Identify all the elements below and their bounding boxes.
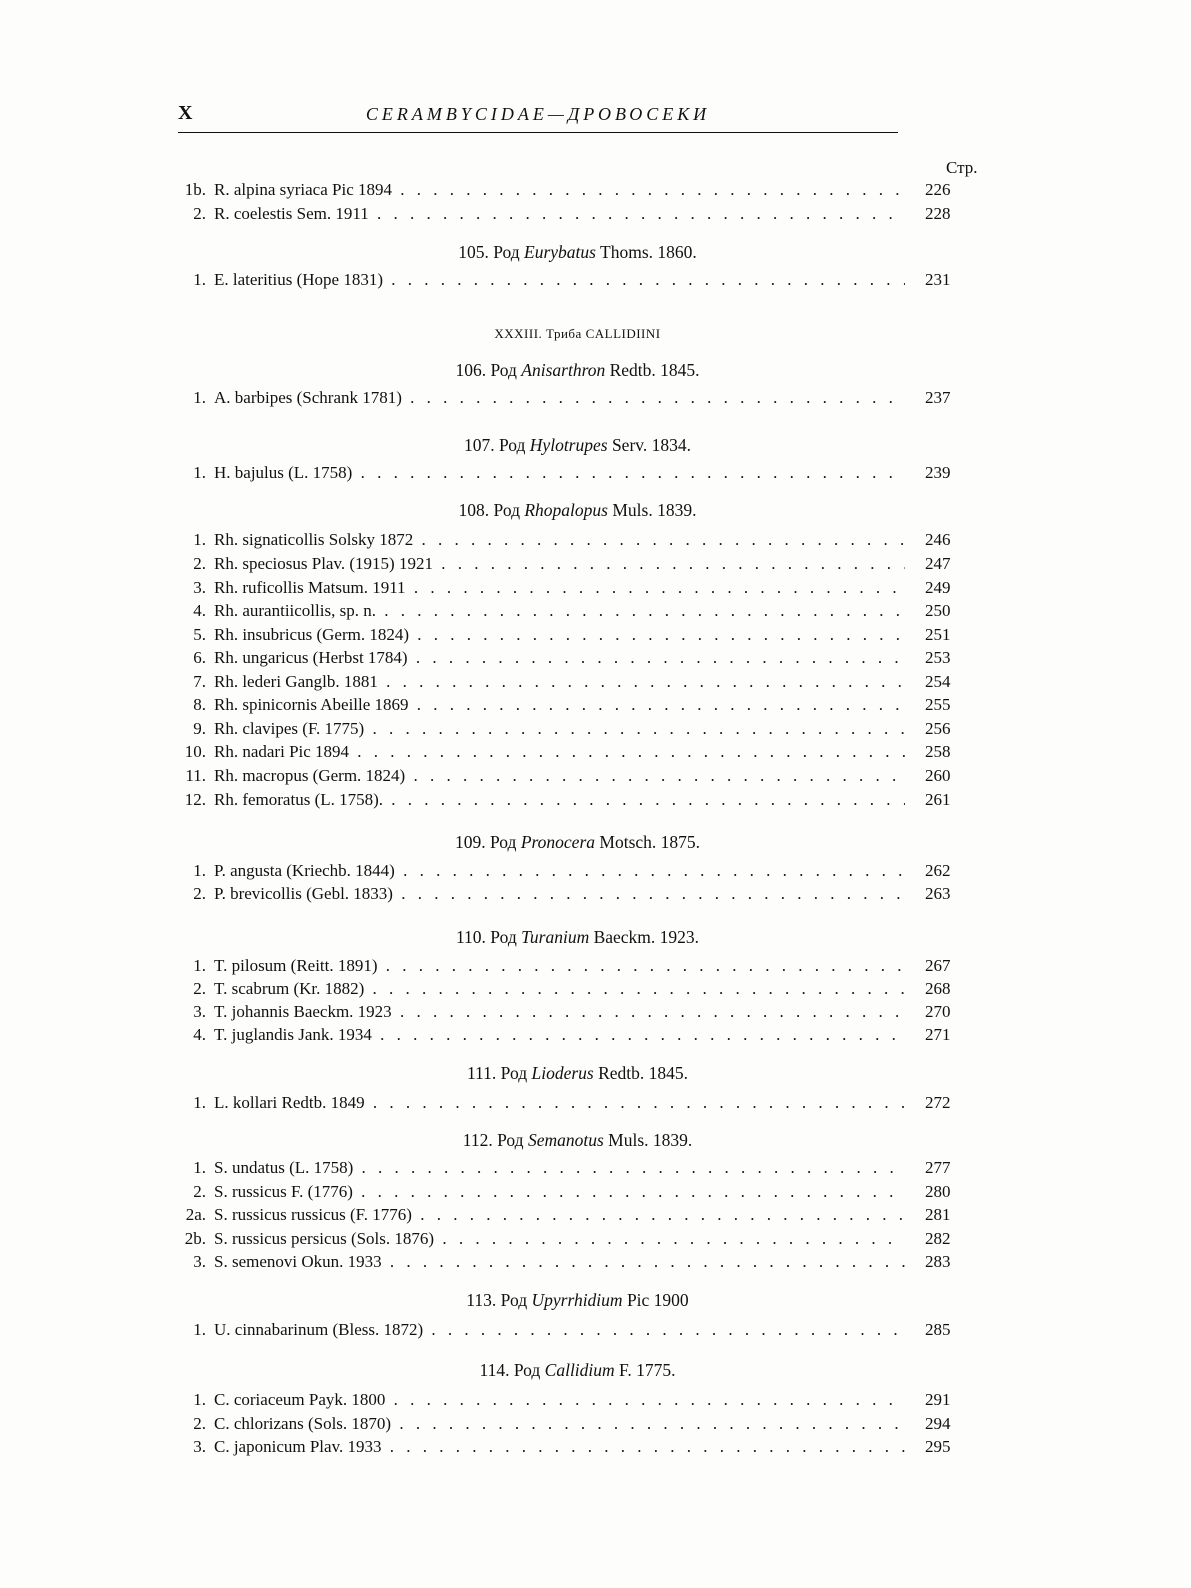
genus-heading: 107. Род Hylotrupes Serv. 1834.	[463, 435, 692, 455]
toc-entry: 8. Rh. spinicornis Abeille 1869 . . . 255	[170, 695, 985, 719]
genus-heading: 106. Род Anisarthron Redtb. 1845.	[455, 360, 700, 380]
genus-heading: 110. Род Turanium Baeckm. 1923.	[455, 927, 700, 947]
toc-entry: 3. T. johannis Baeckm. 1923 . . . 270	[170, 1002, 985, 1026]
toc-entry: 3. Rh. ruficollis Matsum. 1911 . . . 249	[170, 578, 985, 602]
page-number: X	[178, 102, 194, 124]
toc-entry: 5. Rh. insubricus (Germ. 1824) . . . 251	[170, 625, 985, 649]
toc-entry: 3. S. semenovi Okun. 1933 . . . 283	[170, 1252, 985, 1276]
toc-entry: 1. L. kollari Redtb. 1849 . . . 272	[170, 1093, 985, 1117]
toc-entry: 4. T. juglandis Jank. 1934 . . . 271	[170, 1025, 985, 1049]
toc-entry: 1. P. angusta (Kriechb. 1844) . . . 262	[170, 861, 985, 885]
toc-entry: 2a. S. russicus russicus (F. 1776) . . . 281	[170, 1205, 985, 1229]
toc-entry: 1. T. pilosum (Reitt. 1891) . . . 267	[170, 956, 985, 980]
genus-heading: 113. Род Upyrrhidium Pic 1900	[466, 1290, 689, 1310]
running-header	[178, 102, 898, 133]
genus-heading: 111. Род Lioderus Redtb. 1845.	[466, 1063, 689, 1083]
genus-heading: 105. Род Eurybatus Thoms. 1860.	[458, 242, 697, 262]
genus-heading: 109. Род Pronocera Motsch. 1875.	[454, 832, 701, 852]
toc-entry: 2. Rh. speciosus Plav. (1915) 1921 . . . 247	[170, 554, 985, 578]
genus-heading: 112. Род Semanotus Muls. 1839.	[462, 1130, 693, 1150]
toc-entry: 2. C. chlorizans (Sols. 1870) . . . 294	[170, 1414, 985, 1438]
toc-entry: 9. Rh. clavipes (F. 1775) . . . 256	[170, 719, 985, 743]
toc-entry: 2. P. brevicollis (Gebl. 1833) . . . 263	[170, 884, 985, 908]
tribe-heading: XXXIII. Триба CALLIDIINI	[494, 326, 661, 341]
running-title: CERAMBYCIDAE—ДРОВОСЕКИ	[365, 104, 711, 124]
page-column-label: Стр.	[946, 158, 978, 177]
toc-entry: 1. Rh. signaticollis Solsky 1872 . . . 246	[170, 530, 985, 554]
toc-entry: 1. C. coriaceum Payk. 1800 . . . 291	[170, 1390, 985, 1414]
toc-entry: 1. E. lateritius (Hope 1831) . . . 231	[170, 270, 985, 294]
toc-entry: 7. Rh. lederi Ganglb. 1881 . . . 254	[170, 672, 985, 696]
genus-heading: 114. Род Callidium F. 1775.	[479, 1360, 676, 1380]
genus-heading: 108. Род Rhopalopus Muls. 1839.	[458, 500, 697, 520]
toc-entry: 11. Rh. macropus (Germ. 1824) . . . 260	[170, 766, 985, 790]
toc-entry: 2. T. scabrum (Kr. 1882) . . . 268	[170, 979, 985, 1003]
toc-entry: 1. H. bajulus (L. 1758) . . . 239	[170, 463, 985, 487]
toc-entry: 10. Rh. nadari Pic 1894 . . . 258	[170, 742, 985, 766]
toc-entry: 2. R. coelestis Sem. 1911 . . . 228	[170, 204, 985, 228]
toc-entry: 12. Rh. femoratus (L. 1758). . . . 261	[170, 790, 985, 814]
toc-entry: 1. U. cinnabarinum (Bless. 1872) . . . 285	[170, 1320, 985, 1344]
toc-entry: 4. Rh. aurantiicollis, sp. n. . . . 250	[170, 601, 985, 625]
toc-entry: 1. A. barbipes (Schrank 1781) . . . 237	[170, 388, 985, 412]
toc-entry: 2. S. russicus F. (1776) . . . 280	[170, 1182, 985, 1206]
toc-entry: 1b. R. alpina syriaca Pic 1894 . . . 226	[170, 180, 985, 204]
toc-entry: 6. Rh. ungaricus (Herbst 1784) . . . 253	[170, 648, 985, 672]
toc-entry: 3. C. japonicum Plav. 1933 . . . 295	[170, 1437, 985, 1461]
toc-entry: 1. S. undatus (L. 1758) . . . 277	[170, 1158, 985, 1182]
toc-entry: 2b. S. russicus persicus (Sols. 1876) . . . 282	[170, 1229, 985, 1253]
